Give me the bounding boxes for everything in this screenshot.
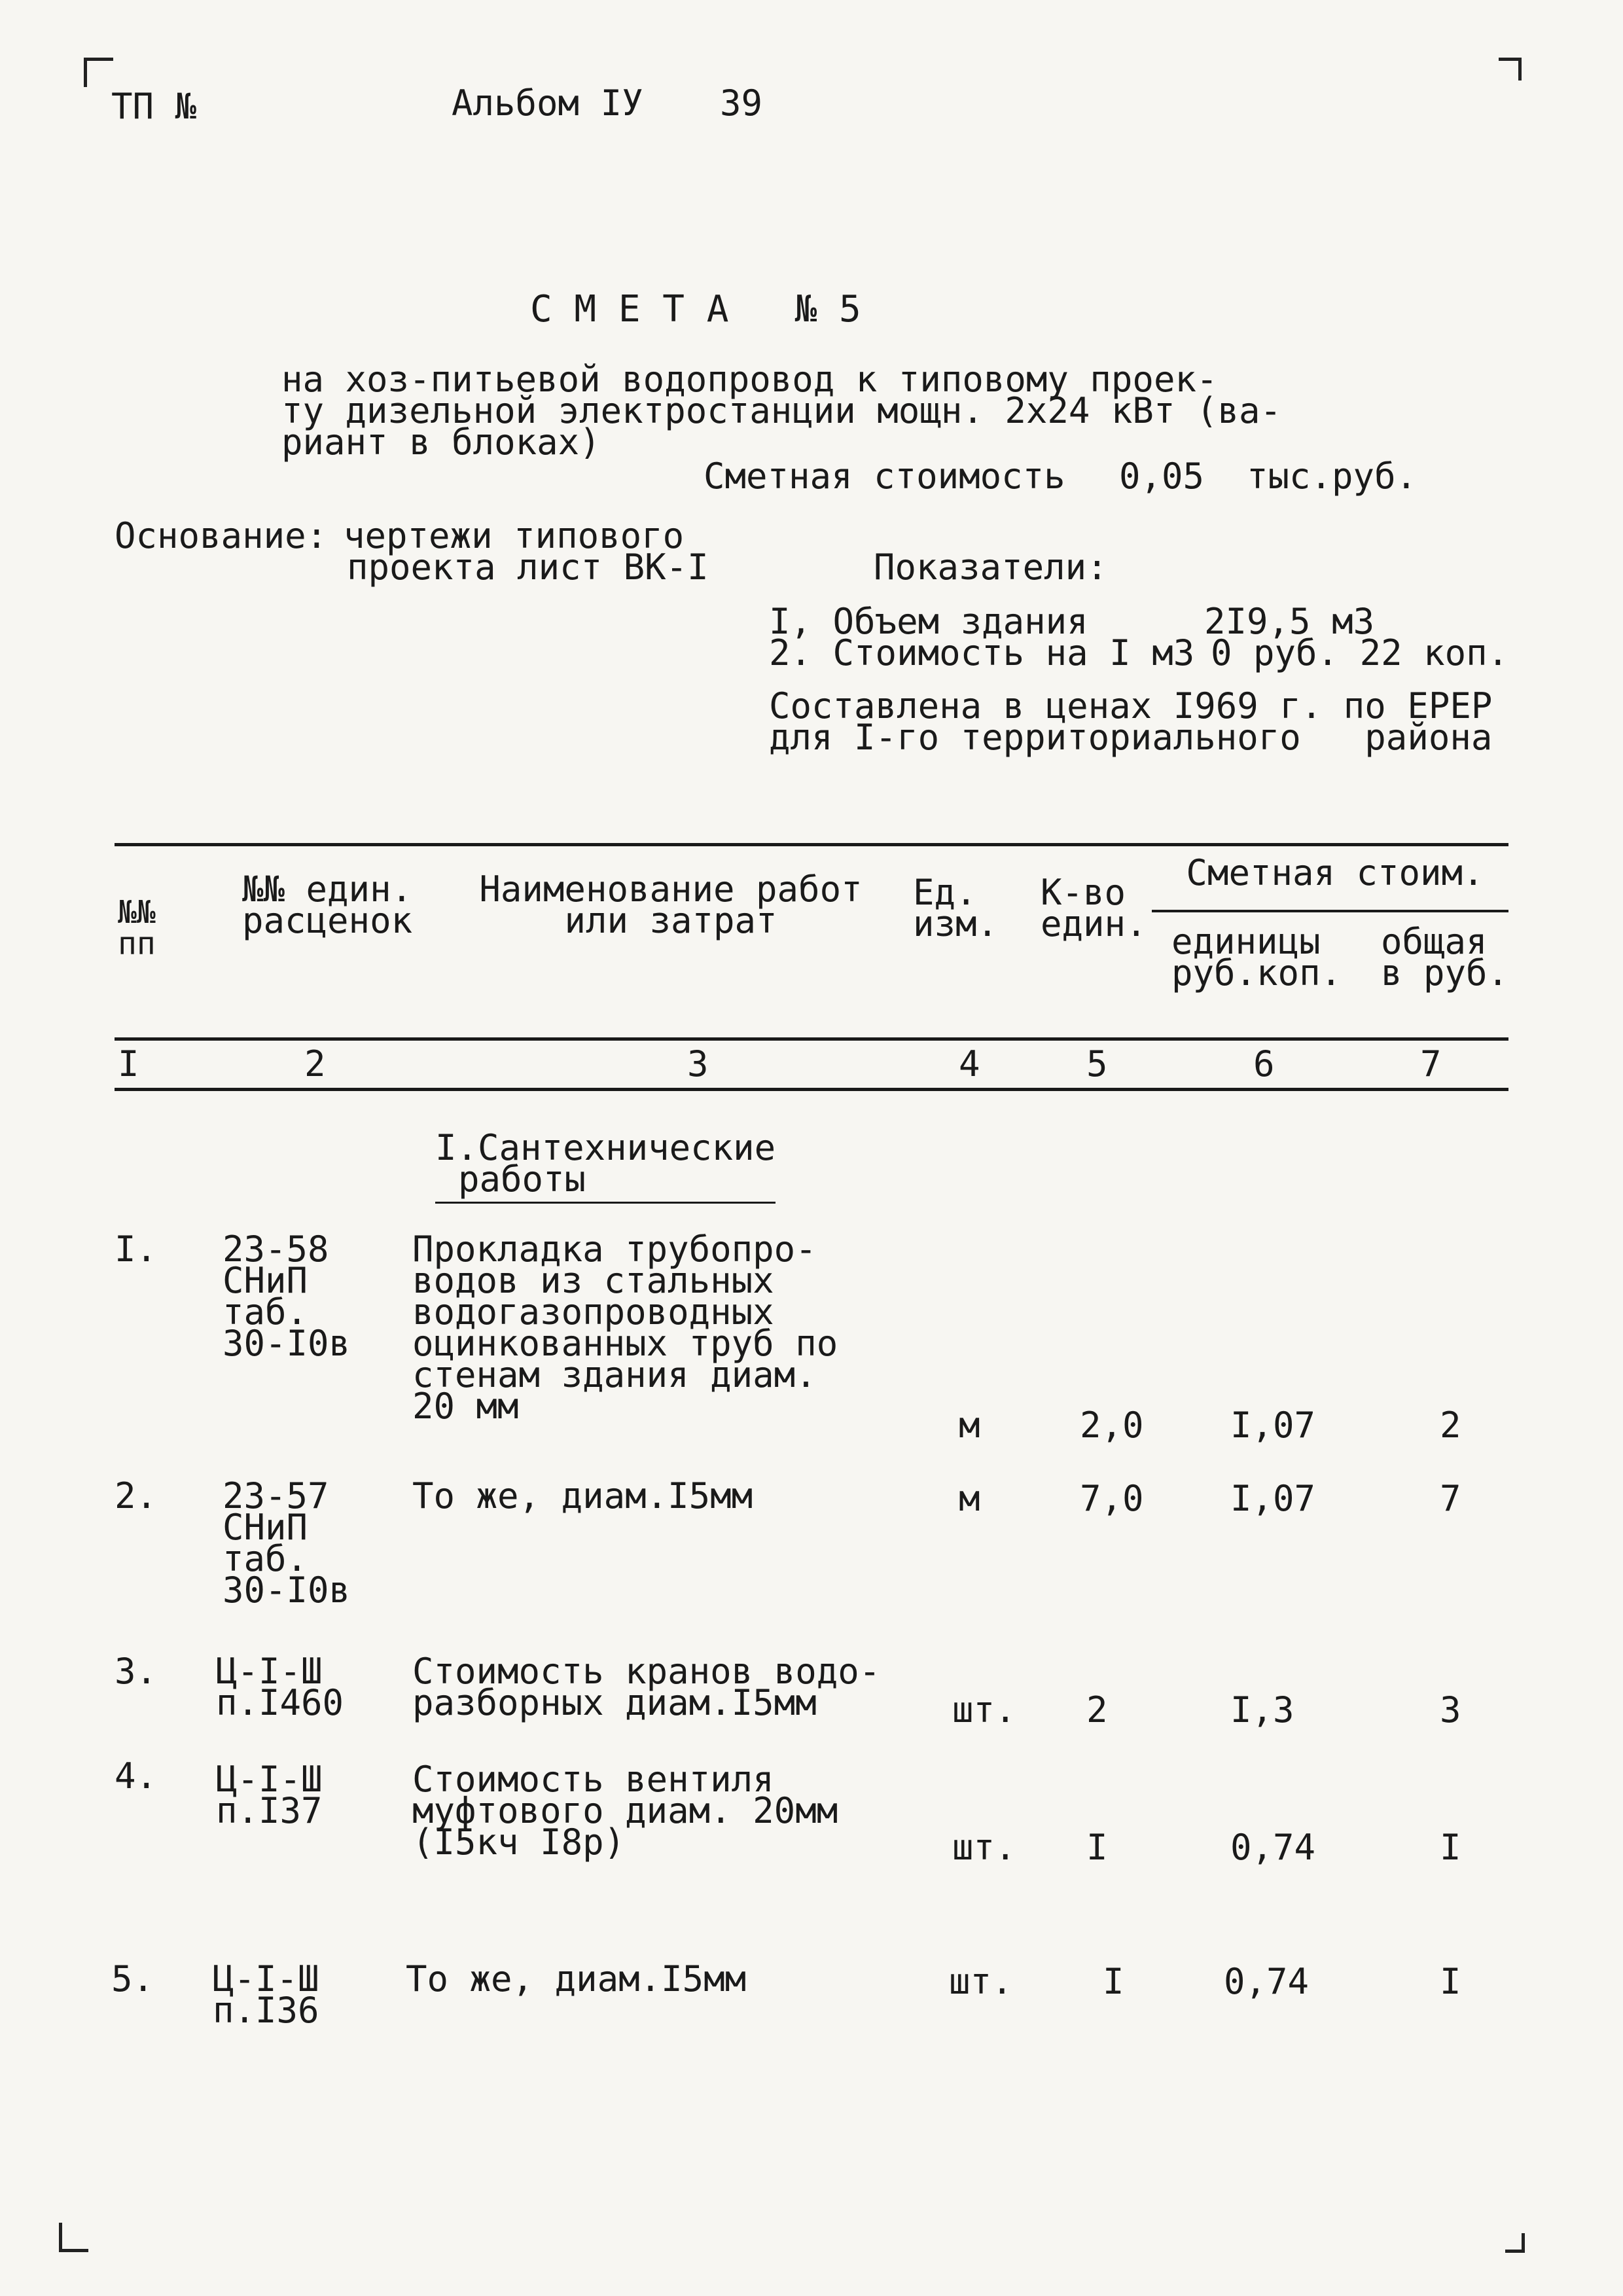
table-row-3-total: 3: [1440, 1689, 1461, 1731]
table-row-1-name: Прокладка трубопро- водов из стальных водогазопроводных оцинкованных труб по стенам здания диам. 20 мм: [412, 1229, 838, 1427]
table-row-1-num: I.: [115, 1229, 158, 1270]
table-row-4-num: 4.: [115, 1755, 158, 1797]
column-header-unit: Ед. изм.: [913, 872, 999, 944]
table-top-rule: [115, 843, 1508, 846]
column-number-3: 3: [687, 1043, 709, 1085]
table-row-2-code: 23-57 СНиП таб. 30-I0в: [223, 1475, 351, 1611]
table-row-3-unit: шт.: [952, 1689, 1016, 1731]
table-row-1-total: 2: [1440, 1405, 1461, 1446]
basis-line-1: чертежи типового: [344, 515, 685, 556]
table-row-1-price: I,07: [1230, 1405, 1316, 1446]
column-header-name: Наименование работ или затрат: [479, 869, 863, 941]
table-row-4-total: I: [1440, 1827, 1461, 1868]
column-header-cost-group: Сметная стоим.: [1186, 852, 1484, 893]
table-row-5-qty: I: [1103, 1961, 1124, 2002]
basis-line-2: проекта лист ВК-I: [347, 547, 709, 588]
table-row-3-name: Стоимость кранов водо- разборных диам.I5мм: [412, 1651, 881, 1723]
table-row-5-price: 0,74: [1224, 1961, 1310, 2002]
section-title-2: работы: [458, 1158, 586, 1200]
table-row-5-unit: шт.: [949, 1961, 1013, 2002]
indicator-1-value: 2I9,5 м3: [1204, 601, 1375, 642]
column-number-7: 7: [1420, 1043, 1442, 1085]
table-row-5-num: 5.: [111, 1958, 154, 2000]
table-row-2-price: I,07: [1230, 1478, 1316, 1519]
album-label: Альбом IУ: [452, 82, 643, 124]
corner-mark-bottom-left: [59, 2223, 88, 2252]
corner-mark-bottom-right: [1505, 2233, 1525, 2253]
table-row-2-qty: 7,0: [1080, 1478, 1144, 1519]
table-row-2-num: 2.: [115, 1475, 158, 1516]
table-row-3-num: 3.: [115, 1651, 158, 1692]
table-row-3-qty: 2: [1086, 1689, 1108, 1731]
corner-mark-top-left: [84, 58, 113, 87]
table-row-2-name: То же, диам.I5мм: [412, 1475, 753, 1516]
table-row-5-name: То же, диам.I5мм: [406, 1958, 747, 2000]
table-row-4-unit: шт.: [952, 1827, 1016, 1868]
page-number: 39: [720, 82, 763, 124]
table-row-5-total: I: [1440, 1961, 1461, 2002]
cost-group-rule: [1152, 910, 1508, 912]
subtitle-line-1: на хоз-питьевой водопровод к типовому проек-: [281, 359, 1218, 400]
indicator-2-value: 0 руб. 22 коп.: [1211, 632, 1509, 673]
table-row-1-code: 23-58 СНиП таб. 30-I0в: [223, 1229, 351, 1364]
column-number-1: I: [118, 1043, 139, 1085]
corner-mark-top-right: [1499, 58, 1522, 81]
column-header-cost-unit: единицы руб.коп.: [1171, 921, 1342, 994]
cost-label: Сметная стоимость: [704, 456, 1065, 497]
prices-line-1: Составлена в ценах I969 г. по ЕРЕР: [769, 685, 1493, 726]
subtitle-line-2: ту дизельной электростанции мощн. 2х24 кВт (ва-: [281, 390, 1282, 431]
column-number-5: 5: [1086, 1043, 1108, 1085]
indicator-1-label: I, Объем здания: [769, 601, 1088, 642]
table-row-4-price: 0,74: [1230, 1827, 1316, 1868]
column-header-code: №№ един. расценок: [242, 869, 413, 941]
tp-label: ТП №: [111, 86, 197, 127]
prices-line-2: для I-го территориального района: [769, 717, 1493, 758]
column-header-num: №№ пп: [118, 894, 156, 962]
subtitle-line-3: риант в блоках): [281, 422, 601, 463]
table-row-2-unit: м: [959, 1478, 980, 1519]
indicators-label: Показатели:: [874, 547, 1108, 588]
column-number-4: 4: [959, 1043, 980, 1085]
table-row-4-qty: I: [1086, 1827, 1108, 1868]
indicator-2-label: 2. Стоимость на I м3: [769, 632, 1195, 673]
table-row-5-code: Ц-I-Ш п.I36: [213, 1958, 319, 2031]
section-title-underline: [435, 1202, 776, 1204]
table-row-4-name: Стоимость вентиля муфтового диам. 20мм (I5кч I8р): [412, 1759, 838, 1863]
column-header-cost-total: общая в руб.: [1381, 921, 1509, 994]
document-title: С М Е Т А № 5: [530, 288, 861, 331]
column-numbers-rule: [115, 1088, 1508, 1091]
column-header-qty: К-во един.: [1041, 872, 1147, 944]
basis-label: Основание:: [115, 515, 328, 556]
column-number-6: 6: [1253, 1043, 1275, 1085]
column-number-2: 2: [304, 1043, 326, 1085]
table-row-3-code: Ц-I-Ш п.I460: [216, 1651, 344, 1723]
cost-value: 0,05: [1119, 456, 1205, 497]
section-title: I.Сантехнические: [435, 1127, 776, 1168]
header-bottom-rule: [115, 1037, 1508, 1041]
table-row-4-code: Ц-I-Ш п.I37: [216, 1759, 323, 1831]
table-row-3-price: I,3: [1230, 1689, 1294, 1731]
cost-unit: тыс.руб.: [1247, 456, 1418, 497]
table-row-1-unit: м: [959, 1405, 980, 1446]
table-row-2-total: 7: [1440, 1478, 1461, 1519]
table-row-1-qty: 2,0: [1080, 1405, 1144, 1446]
